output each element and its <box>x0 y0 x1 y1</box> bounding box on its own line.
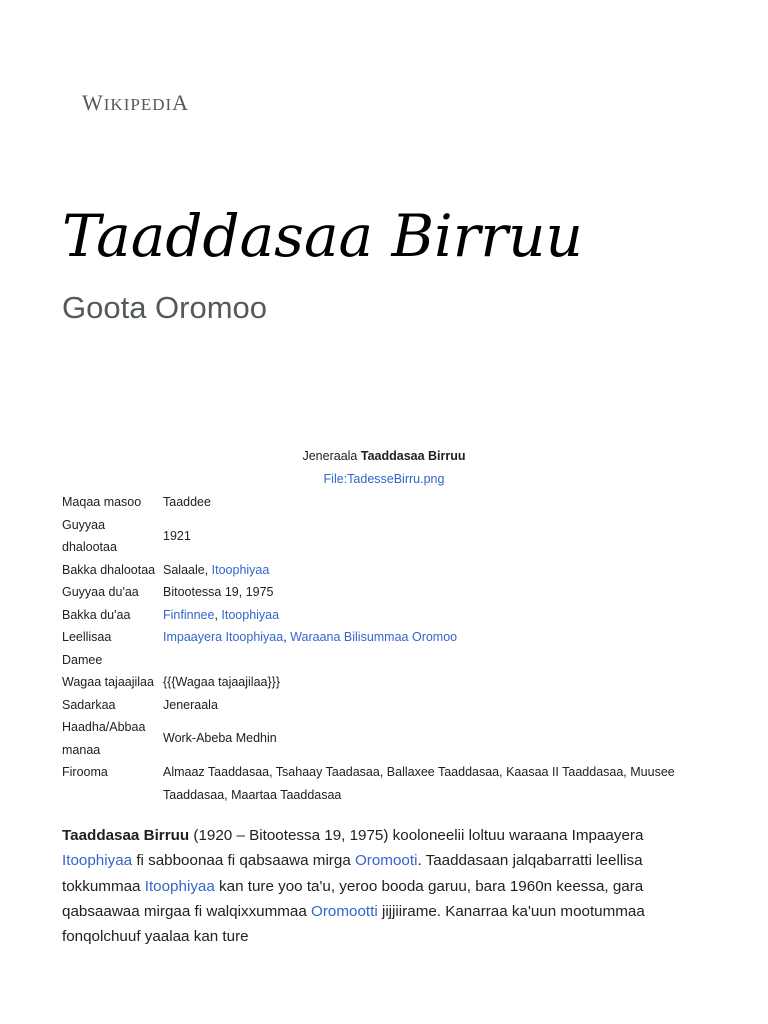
lead-link-oromooti[interactable]: Oromooti <box>354 852 418 870</box>
infobox-label: Wagaa tajaajilaa <box>62 675 154 689</box>
infobox-row <box>62 581 706 604</box>
infobox-value: 1921 <box>163 528 191 543</box>
infobox-file-link[interactable]: File:TadesseBirru.png <box>323 472 445 486</box>
lead-text: . Taaddasaan jalqabarratti leellisa tokkummaa <box>62 852 643 895</box>
infobox-row <box>62 649 706 672</box>
page-title: Taaddasaa Birruu <box>62 202 583 270</box>
infobox-label: Sadarkaa <box>62 697 116 712</box>
infobox-value-link[interactable]: Finfinnee <box>163 607 215 622</box>
infobox-label: Firooma <box>62 765 108 779</box>
lead-link-itoophiyaa[interactable]: Itoophiyaa <box>144 877 215 895</box>
infobox-value: {{{Wagaa tajaajilaa}}} <box>163 675 281 689</box>
infobox-value: Taaddee <box>163 495 211 509</box>
infobox-table <box>62 491 706 806</box>
infobox-value: Work-Abeba Medhin <box>163 731 277 746</box>
infobox-label: Bakka dhalootaa <box>62 562 156 577</box>
infobox-value-link[interactable]: Waraana Bilisummaa Oromoo <box>290 630 458 644</box>
infobox-value-text: Salaale, <box>163 562 212 577</box>
infobox-label: Damee <box>62 652 103 667</box>
infobox-row <box>62 604 706 627</box>
infobox-label: Guyyaa du'aa <box>62 585 139 599</box>
infobox-caption <box>62 445 706 467</box>
infobox-label: Leellisaa <box>62 630 112 644</box>
infobox-caption-prefix: Jeneraala <box>302 449 358 463</box>
wordmark-letter-w: W <box>82 90 104 115</box>
infobox-row <box>62 761 706 806</box>
page-subtitle: Goota Oromoo <box>62 290 268 325</box>
infobox-label: Bakka du'aa <box>62 607 131 622</box>
infobox-value: Almaaz Taaddasaa, Tsahaay Taadasaa, Ballaxee Taaddasaa, Kaasaa II Taaddasaa, Muusee Taaddasaa, Maartaa Taaddasaa <box>163 765 675 802</box>
lead-bold-name: Taaddasaa Birruu <box>62 827 190 844</box>
infobox-value-link[interactable]: Impaayera Itoophiyaa <box>163 630 284 644</box>
infobox-row <box>62 491 706 514</box>
lead-text: (1920 – Bitootessa 19, 1975) kooloneelii loltuu waraana Impaayera <box>189 827 644 844</box>
infobox-row <box>62 671 706 694</box>
wordmark-letter-a: A <box>172 90 190 115</box>
infobox-row <box>62 626 706 649</box>
infobox-label: Maqaa masoo <box>62 495 142 509</box>
infobox-value <box>163 559 706 582</box>
lead-text: jijjiirame. Kanarraa ka'uun mootummaa fonqolchuuf yaalaa kan ture <box>62 902 645 946</box>
infobox-row <box>62 694 706 717</box>
infobox-row <box>62 716 706 761</box>
wikipedia-wordmark-logo[interactable] <box>82 90 189 116</box>
lead-text: fi sabboonaa fi qabsaawa mirga <box>132 852 355 870</box>
infobox-value <box>163 604 706 627</box>
infobox-label: Haadha/Abbaa manaa <box>62 720 146 757</box>
infobox-value-separator: , <box>283 630 291 644</box>
lead-link-itoophiyaa[interactable]: Itoophiyaa <box>62 852 133 870</box>
infobox-value-separator: , <box>214 607 222 622</box>
infobox-value: Bitootessa 19, 1975 <box>163 585 274 599</box>
lead-paragraph <box>62 823 712 949</box>
lead-text: kan ture yoo ta'u, yeroo booda garuu, bara 1960n keessa, gara qabsaawaa mirgaa fi walqixxummaa <box>62 877 644 920</box>
infobox-caption-name: Taaddasaa Birruu <box>360 449 466 463</box>
infobox-value <box>163 649 706 672</box>
infobox-label: Guyyaa dhalootaa <box>62 517 117 554</box>
lead-link-oromootti[interactable]: Oromootti <box>311 902 378 920</box>
infobox-value-link[interactable]: Itoophiyaa <box>221 607 280 622</box>
infobox-value-link[interactable]: Itoophiyaa <box>211 562 270 577</box>
infobox-value: Jeneraala <box>163 697 218 712</box>
infobox-row <box>62 559 706 582</box>
infobox-row <box>62 514 706 559</box>
wordmark-letters-middle: IKIPEDI <box>103 95 173 114</box>
infobox <box>62 445 706 806</box>
infobox-value <box>163 626 706 649</box>
